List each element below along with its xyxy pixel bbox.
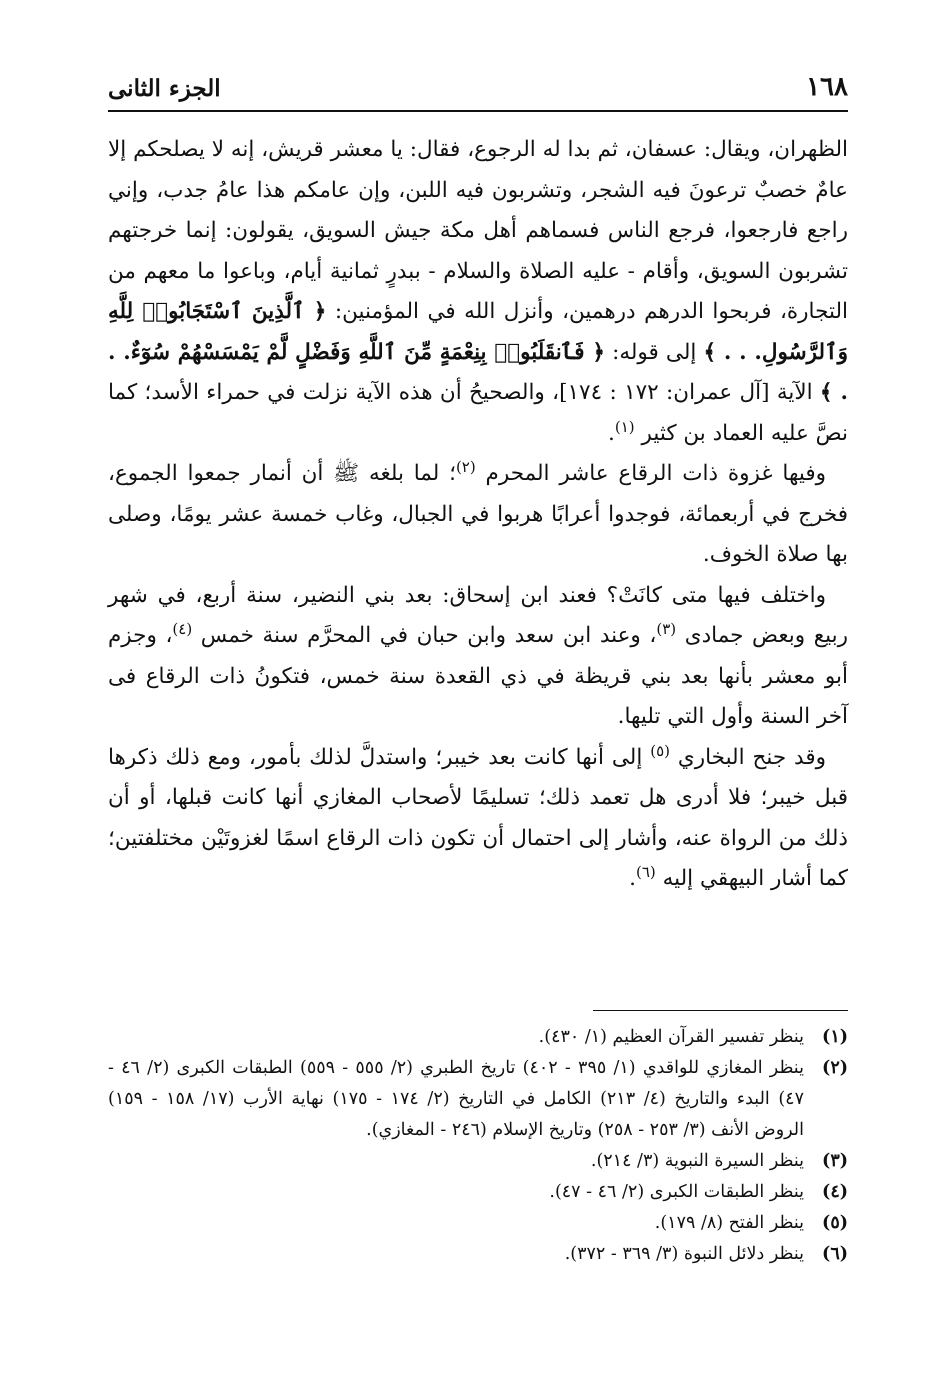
paragraph-1-end: الآية [آل عمران: ١٧٢ : ١٧٤]، والصحيحُ أن هذه الآية نزلت في حمراء الأسد؛ كما نصَّ عليه العماد بن كثير bbox=[108, 380, 848, 446]
paragraph-4-text-b: إلى أنها كانت بعد خيبر؛ واستدلَّ لذلك بأمور، ومع ذلك ذكرها قبل خيبر؛ فلا أدرى هل تعمد ذلك؛ تسليمًا لأصحاب المغازي أنها كانت قبلها، أو أن ذلك من الرواة عنه، وأشار إلى احتمال أن تكون ذات الرقاع اسمًا لغزوتَيْن مختلفتين؛ كما أشار البيهقي إليه bbox=[108, 744, 848, 891]
paragraph-2-text-b: ؛ لما بلغه ﷺ أن أنمار جمعوا الجموع، فخرج في أربعمائة، فوجدوا أعرابًا هربوا في الجبال، وغاب خمسة عشر يومًا، وصلى بها صلاة الخوف. bbox=[108, 461, 848, 567]
paragraph-4 bbox=[108, 738, 848, 900]
footnote-item bbox=[108, 1053, 848, 1146]
paragraph-3-text-c: ، وجزم أبو معشر بأنها بعد بني قريظة في ذي القعدة سنة خمس، فتكونُ ذات الرقاع فى آخر السنة وأول التي تليها. bbox=[108, 623, 848, 729]
footnote-ref-4: (٤) bbox=[172, 619, 193, 638]
footnote-number: (١) bbox=[822, 1027, 848, 1047]
page-number: ١٦٨ bbox=[806, 72, 848, 102]
header-rule bbox=[108, 110, 848, 112]
quran-verse-2: ﴿ فَٱنقَلَبُوا۟ بِنِعْمَةٍ مِّنَ ٱللَّهِ وَفَضْلٍ لَّمْ يَمْسَسْهُمْ سُوٓءٌ. . . ﴾ bbox=[108, 339, 848, 405]
main-text bbox=[108, 130, 848, 900]
footnote-ref-5: (٥) bbox=[650, 741, 671, 760]
footnote-ref-2: (٢) bbox=[455, 457, 476, 476]
footnote-number: (٣) bbox=[822, 1151, 848, 1171]
running-title: الجزء الثانى bbox=[108, 75, 221, 102]
paragraph-3-text-a: واختلف فيها متى كانَتْ؟ فعند ابن إسحاق: بعد بني النضير، سنة أربع، في شهر ربيع وبعض جمادى bbox=[108, 582, 849, 648]
paragraph-1 bbox=[108, 130, 848, 454]
footnote-item bbox=[108, 1022, 848, 1053]
quran-verse-1: ﴿ ٱلَّذِينَ ٱسْتَجَابُوا۟ لِلَّهِ وَٱلرَّسُولِ. . . ﴾ bbox=[108, 299, 848, 365]
footnotes bbox=[108, 1022, 848, 1270]
footnote-item bbox=[108, 1146, 848, 1177]
footnote-text: ينظر الطبقات الكبرى (٢/ ٤٦ - ٤٧). bbox=[549, 1182, 804, 1202]
paragraph-2 bbox=[108, 454, 848, 576]
footnote-ref-3: (٣) bbox=[656, 619, 677, 638]
footnote-ref-6: (٦) bbox=[635, 862, 656, 881]
footnote-separator bbox=[593, 1010, 848, 1011]
footnote-number: (٥) bbox=[822, 1213, 848, 1233]
footnote-ref-1: (١) bbox=[614, 417, 635, 436]
footnote-item bbox=[108, 1177, 848, 1208]
footnote-number: (٦) bbox=[822, 1244, 848, 1264]
footnote-item bbox=[108, 1208, 848, 1239]
footnote-text: ينظر الفتح (٨/ ١٧٩). bbox=[654, 1213, 804, 1233]
page-header bbox=[108, 68, 848, 102]
paragraph-3 bbox=[108, 576, 848, 738]
footnote-number: (٢) bbox=[822, 1058, 848, 1078]
footnote-text: ينظر السيرة النبوية (٣/ ٢١٤). bbox=[590, 1151, 804, 1171]
paragraph-2-text-a: وفيها غزوة ذات الرقاع عاشر المحرم bbox=[475, 461, 827, 486]
footnote-item bbox=[108, 1239, 848, 1270]
footnote-text: ينظر المغازي للواقدي (١/ ٣٩٥ - ٤٠٢) تاريخ الطبري (٢/ ٥٥٥ - ٥٥٩) الطبقات الكبرى (٢/ ٤٦ - ٤٧) البدء والتاريخ (٤/ ٢١٣) الكامل في التاريخ (٢/ ١٧٤ - ١٧٥) نهاية الأرب (١٧/ ١٥٨ - ١٥٩) الروض الأنف (٣/ ٢٥٣ - ٢٥٨) وتاريخ الإسلام (٢٤٦ - المغازي). bbox=[108, 1058, 804, 1140]
footnote-number: (٤) bbox=[822, 1182, 848, 1202]
paragraph-4-text-a: وقد جنح البخاري bbox=[670, 744, 826, 770]
paragraph-1-mid: إلى قوله: bbox=[604, 339, 704, 365]
paragraph-1-text: الظهران، ويقال: عسفان، ثم بدا له الرجوع، فقال: يا معشر قريش، إنه لا يصلحكم إلا عامٌ خصبٌ ترعونَ فيه الشجر، وتشربون فيه اللبن، وإن عامكم هذا عامُ جدب، وإني راجع فارجعوا، فرجع الناس فسماهم أهل مكة جيش السويق، يقولون: إنما خرجتهم تشربون السويق، وأقام - عليه الصلاة والسلام - ببدرٍ ثمانية أيام، وباعوا ما معهم من التجارة، فربحوا الدرهم درهمين، وأنزل الله في المؤمنين: bbox=[108, 137, 848, 324]
paragraph-3-text-b: ، وعند ابن سعد وابن حبان في المحرَّم سنة خمس bbox=[192, 623, 657, 648]
footnote-text: ينظر تفسير القرآن العظيم (١/ ٤٣٠). bbox=[538, 1027, 804, 1047]
paragraph-1-tail: . bbox=[608, 420, 615, 446]
paragraph-4-text-c: . bbox=[629, 866, 636, 891]
footnote-text: ينظر دلائل النبوة (٣/ ٣٦٩ - ٣٧٢). bbox=[564, 1244, 804, 1264]
